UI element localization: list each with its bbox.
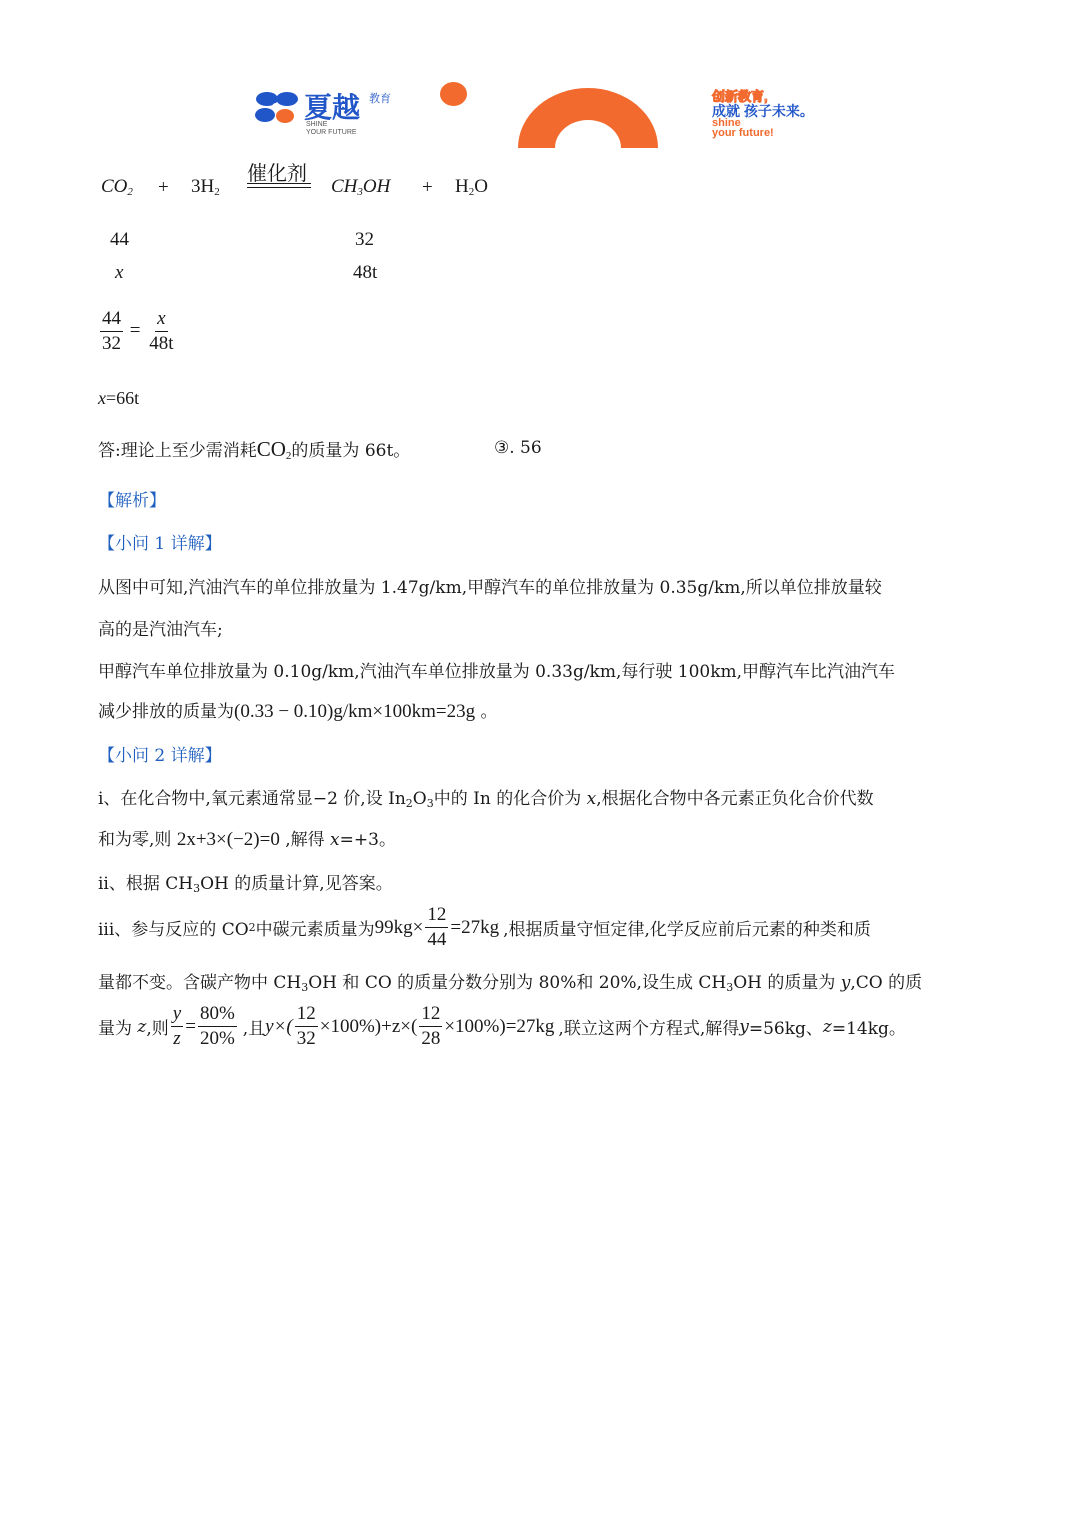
answer-part-3: ③. 56 bbox=[494, 438, 542, 458]
molar-mass-co2: 44 bbox=[110, 229, 129, 250]
q2-ii-line: ii、根据 $CH_3OH$ 的质量计算,见答案。 bbox=[98, 874, 393, 895]
q2-iii-line-3: 量为 z ,则 $\frac{y}{z}$ = $\frac{80\%}{20\%}$ ,且 y×( $\frac{12}{32}$ ×100%)+z×( $\frac{12}{28}$ ×100%)=27kg ,联立这两个方程式,解得 y =56kg、 z =14kg。 bbox=[98, 1003, 906, 1049]
q1-paragraph-1-line-1: 从图中可知,汽油汽车的单位排放量为 1.47g/km,甲醇汽车的单位排放量为 0.35g/km,所以单位排放量较 bbox=[98, 578, 882, 598]
q1-heading: 【小问 1 详解】 bbox=[98, 534, 222, 554]
slogan-line-2: 成就 孩子未来。 bbox=[712, 103, 814, 119]
fraction-right: $\frac{x}{48t}$ bbox=[149, 308, 174, 354]
catalyst-label: 催化剂 bbox=[247, 161, 307, 185]
q2-i-line-2: 和为零,则 2x+3×(−2)=0 ,解得 x=+3。 bbox=[98, 829, 396, 850]
plus-sign-2: + bbox=[422, 177, 433, 198]
fraction-left: $\frac{44}{32}$ bbox=[102, 308, 121, 354]
unknown-x: x bbox=[115, 262, 124, 283]
q1-paragraph-2-line-1: 甲醇汽车单位排放量为 0.10g/km,汽油汽车单位排放量为 0.33g/km,每行驶 100km,甲醇汽车比汽油汽车 bbox=[98, 662, 896, 682]
fraction-12-32: $\frac{12}{32}$ bbox=[296, 1003, 316, 1049]
q2-i-line-1: i、在化合物中,氧元素通常显−2 价,设 $In_2O_3$中的 In 的化合价为 x,根据化合物中各元素正负化合价代数 bbox=[98, 789, 874, 810]
logo-suffix: 教育 bbox=[369, 93, 391, 105]
proportion: $\frac{44}{32}$ = $\frac{x}{48t}$ bbox=[102, 308, 174, 354]
fraction-80-20: $\frac{80\%}{20\%}$ bbox=[199, 1003, 235, 1049]
reactant-co2: $CO_2$ bbox=[101, 176, 133, 198]
orange-arch-decoration bbox=[518, 88, 658, 148]
q2-heading: 【小问 2 详解】 bbox=[98, 746, 222, 766]
logo-tagline-2: YOUR FUTURE bbox=[306, 129, 357, 136]
given-mass: 48t bbox=[353, 262, 378, 283]
logo-name: 夏越 bbox=[304, 92, 361, 123]
analysis-heading: 【解析】 bbox=[98, 491, 166, 511]
equals-bar-bottom bbox=[247, 187, 311, 188]
product-h2o: $H_2O$ bbox=[455, 176, 488, 198]
product-ch3oh: $CH_3OH$ bbox=[331, 176, 391, 198]
slogan-line-3: shine bbox=[712, 117, 741, 129]
q1-paragraph-1-line-2: 高的是汽油汽车; bbox=[98, 620, 223, 640]
q1-paragraph-2-line-2: 减少排放的质量为(0.33 − 0.10)g/km×100km=23g 。 bbox=[98, 701, 498, 722]
equals-bar-top bbox=[247, 183, 311, 184]
slogan-line-1: 创新教育, bbox=[712, 89, 768, 104]
logo-tagline-1: SHINE bbox=[306, 121, 328, 128]
plus-sign-1: + bbox=[158, 177, 169, 198]
orange-dot-decoration bbox=[440, 82, 467, 106]
reactant-h2: $3H_2$ bbox=[191, 176, 220, 198]
molar-mass-ch3oh: 32 bbox=[355, 229, 374, 250]
logo-flower-icon bbox=[253, 90, 301, 126]
fraction-12-28: $\frac{12}{28}$ bbox=[421, 1003, 441, 1049]
answer-line: 答:理论上至少需消耗$CO_2$的质量为 66t。 bbox=[98, 437, 411, 462]
fraction-y-z: $\frac{y}{z}$ bbox=[172, 1003, 182, 1049]
q2-iii-line-1: iii、参与反应的 CO 2 中碳元素质量为 99kg× $\frac{12}{44}$ =27kg ,根据质量守恒定律,化学反应前后元素的种类和质 bbox=[98, 904, 871, 950]
solution-line: x=66t bbox=[98, 388, 140, 408]
slogan-line-4: your future! bbox=[712, 127, 774, 139]
q2-iii-line-2: 量都不变。含碳产物中 $CH_3OH$ 和 CO 的质量分数分别为 80%和 20%,设生成 $CH_3OH$ 的质量为 y,CO 的质 bbox=[98, 973, 923, 994]
fraction-12-44: $\frac{12}{44}$ bbox=[427, 904, 447, 950]
